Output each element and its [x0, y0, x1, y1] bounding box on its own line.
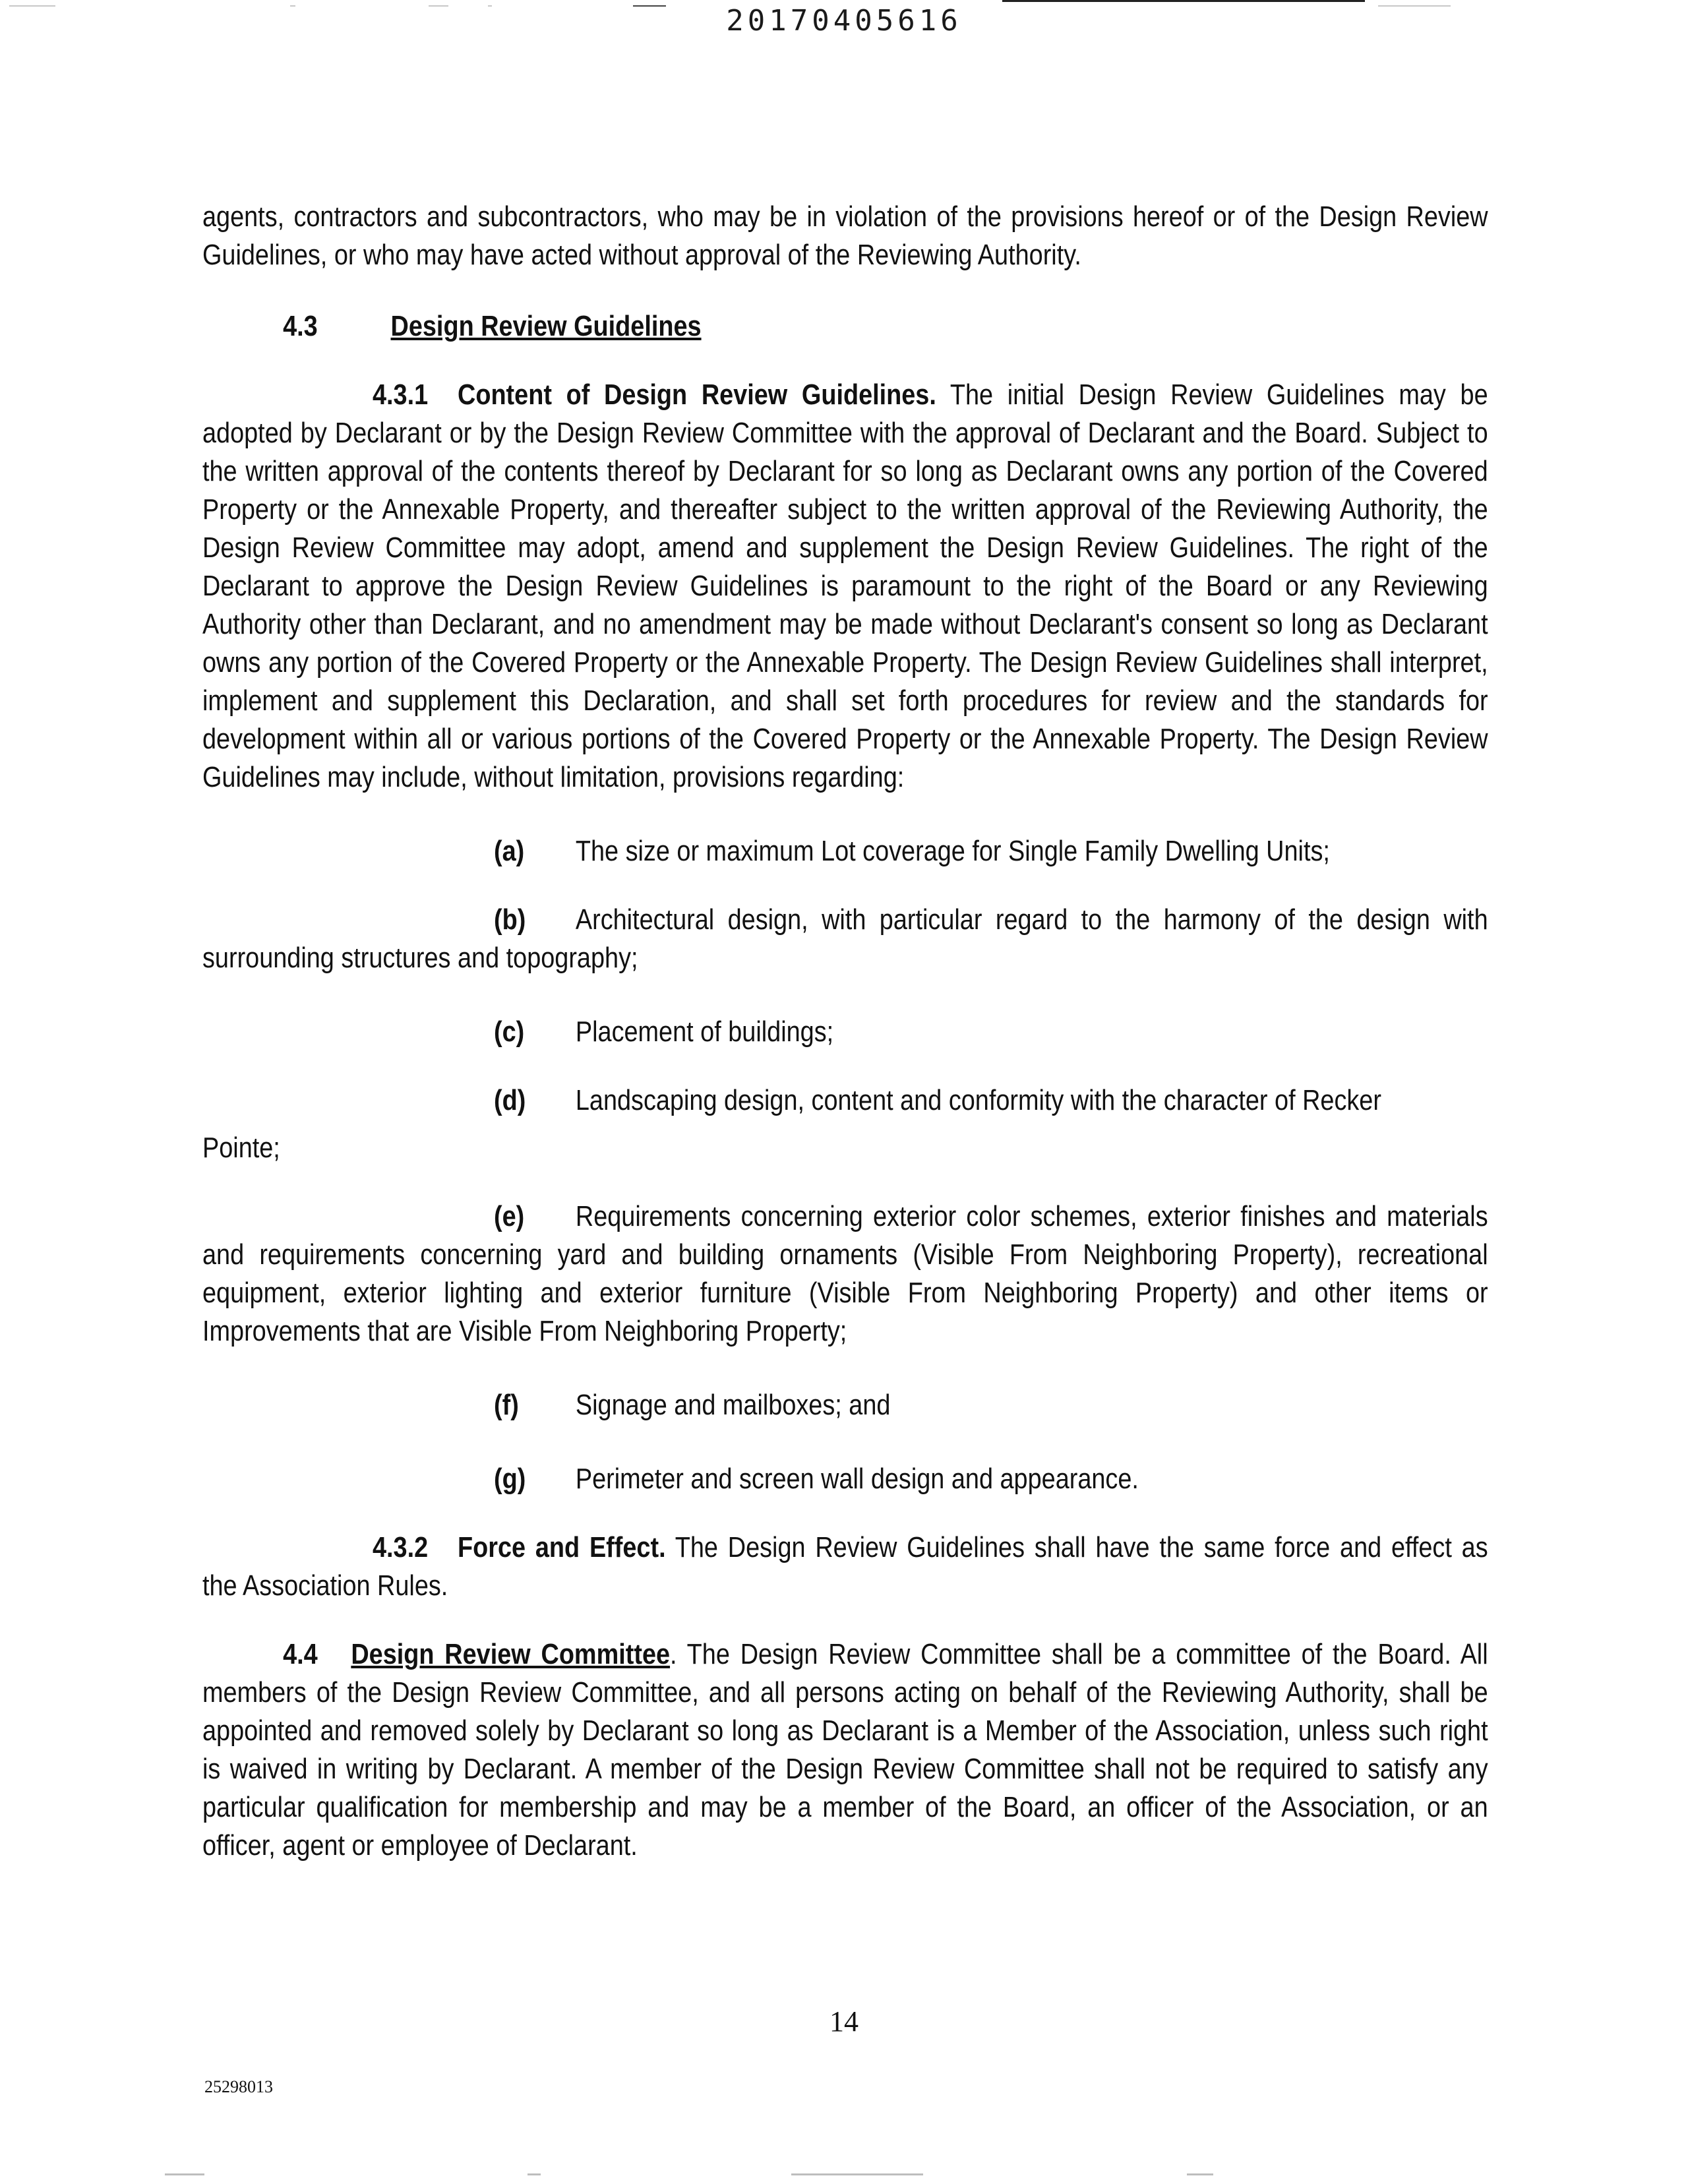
- list-item-text: Signage and mailboxes; and: [575, 1389, 891, 1421]
- recording-number: 20170405616: [726, 4, 962, 38]
- list-item-label: (d): [494, 1084, 526, 1116]
- list-item-d-continuation: Pointe;: [202, 1132, 280, 1164]
- subsection-text: The Design Review Guidelines shall have the same force and effect as the Association Rules.: [202, 1531, 1488, 1602]
- section-number: 4.4: [283, 1638, 318, 1670]
- list-item-text: Requirements concerning exterior color schemes, exterior finishes and materials and requirements concerning yard and building ornaments (Visible From Neighboring Property), recreational equipment, exterior lighting and exterior furniture (Visible From Neighboring Property) and other items or Improvements that are Visible From Neighboring Property;: [202, 1200, 1488, 1347]
- section-4-3-heading: [202, 307, 1488, 346]
- subsection-text: The initial Design Review Guidelines may be adopted by Declarant or by the Design Review Committee with the approval of Declarant and the Board. Subject to the written approval of the contents thereof by Declarant for so long as Declarant owns any portion of the Covered Property or the Annexable Property, and thereafter subject to the written approval of the Reviewing Authority, the Design Review Committee may adopt, amend and supplement the Design Review Guidelines. The right of the Declarant to approve the Design Review Guidelines is paramount to the right of the Board or any Reviewing Authority other than Declarant, and no amendment may be made without Declarant's consent so long as Declarant owns any portion of the Covered Property or the Annexable Property. The Design Review Guidelines shall interpret, implement and supplement this Declaration, and shall set forth procedures for review and the standards for development within all or various portions of the Covered Property or the Annexable Property. The Design Review Guidelines may include, without limitation, provisions regarding:: [202, 379, 1488, 793]
- section-title: Design Review Guidelines: [390, 310, 702, 342]
- top-rule-line: [1002, 0, 1365, 2]
- subsection-title: Force and Effect: [458, 1531, 659, 1563]
- list-item-label: (a): [494, 835, 525, 867]
- subsection-title: Content of Design Review Guidelines: [458, 379, 930, 411]
- subsection-number: 4.3.1: [373, 379, 429, 411]
- list-item-label: (c): [494, 1016, 525, 1048]
- section-4-3-1-paragraph: 4.3.1 Content of Design Review Guidelines. The initial Design Review Guidelines may be adopted by Declarant or by the Design Review Committee with the approval of Declarant and the Board. Subject to the written approval of the contents thereof by Declarant for so long as Declarant owns any portion of the Covered Property or the Annexable Property, and thereafter subject to the written approval of the Reviewing Authority, the Design Review Committee may adopt, amend and supplement the Design Review Guidelines. The right of the Declarant to approve the Design Review Guidelines is paramount to the right of the Board or any Reviewing Authority other than Declarant, and no amendment may be made without Declarant's consent so long as Declarant owns any portion of the Covered Property or the Annexable Property. The Design Review Guidelines shall interpret, implement and supplement this Declaration, and shall set forth procedures for review and the standards for development within all or various portions of the Covered Property or the Annexable Property. The Design Review Guidelines may include, without limitation, provisions regarding:: [202, 376, 1488, 797]
- list-item-text: Placement of buildings;: [575, 1016, 834, 1048]
- list-item-f: [202, 1386, 1488, 1424]
- list-item-g: [202, 1460, 1488, 1498]
- section-text: The Design Review Committee shall be a committee of the Board. All members of the Design Review Committee, and all persons acting on behalf of the Reviewing Authority, shall be appointed and removed solely by Declarant so long as Declarant is a Member of the Association, unless such right is waived in writing by Declarant. A member of the Design Review Committee shall not be required to satisfy any particular qualification for membership and may be a member of the Board, an officer of the Association, or an officer, agent or employee of Declarant.: [202, 1638, 1488, 1862]
- list-item-text: The size or maximum Lot coverage for Single Family Dwelling Units;: [575, 835, 1330, 867]
- list-item-d: [202, 1081, 1488, 1120]
- list-item-label: (b): [494, 903, 526, 936]
- list-item-label: (f): [494, 1389, 519, 1421]
- subsection-number: 4.3.2: [373, 1531, 429, 1563]
- list-item-label: (e): [494, 1200, 525, 1232]
- scan-artifacts-bottom: [0, 2173, 1688, 2175]
- list-item-a: [202, 832, 1488, 870]
- list-item-b: [202, 901, 1488, 977]
- list-item-text: Architectural design, with particular regard to the harmony of the design with surrounding structures and topography;: [202, 903, 1488, 974]
- section-4-3-2-paragraph: 4.3.2 Force and Effect. The Design Review Guidelines shall have the same force and effect as the Association Rules.: [202, 1529, 1488, 1605]
- document-id: 25298013: [204, 2077, 273, 2096]
- intro-paragraph: agents, contractors and subcontractors, who may be in violation of the provisions hereof or of the Design Review Guidelines, or who may have acted without approval of the Reviewing Authority.: [202, 200, 1488, 271]
- list-item-text: Landscaping design, content and conformity with the character of Recker: [575, 1084, 1381, 1116]
- list-item-e: [202, 1198, 1488, 1350]
- section-4-4-paragraph: 4.4 Design Review Committee. The Design Review Committee shall be a committee of the Board. All members of the Design Review Committee, and all persons acting on behalf of the Reviewing Authority, shall be appointed and removed solely by Declarant so long as Declarant is a Member of the Association, unless such right is waived in writing by Declarant. A member of the Design Review Committee shall not be required to satisfy any particular qualification for membership and may be a member of the Board, an officer of the Association, or an officer, agent or employee of Declarant.: [202, 1635, 1488, 1865]
- list-item-c: [202, 1013, 1488, 1051]
- list-item-label: (g): [494, 1463, 526, 1495]
- section-title: Design Review Committee: [351, 1638, 671, 1670]
- list-item-text: Perimeter and screen wall design and appearance.: [575, 1463, 1139, 1495]
- document-body: [202, 198, 1488, 1865]
- section-number: 4.3: [283, 310, 318, 342]
- page-number: 14: [829, 2005, 859, 2038]
